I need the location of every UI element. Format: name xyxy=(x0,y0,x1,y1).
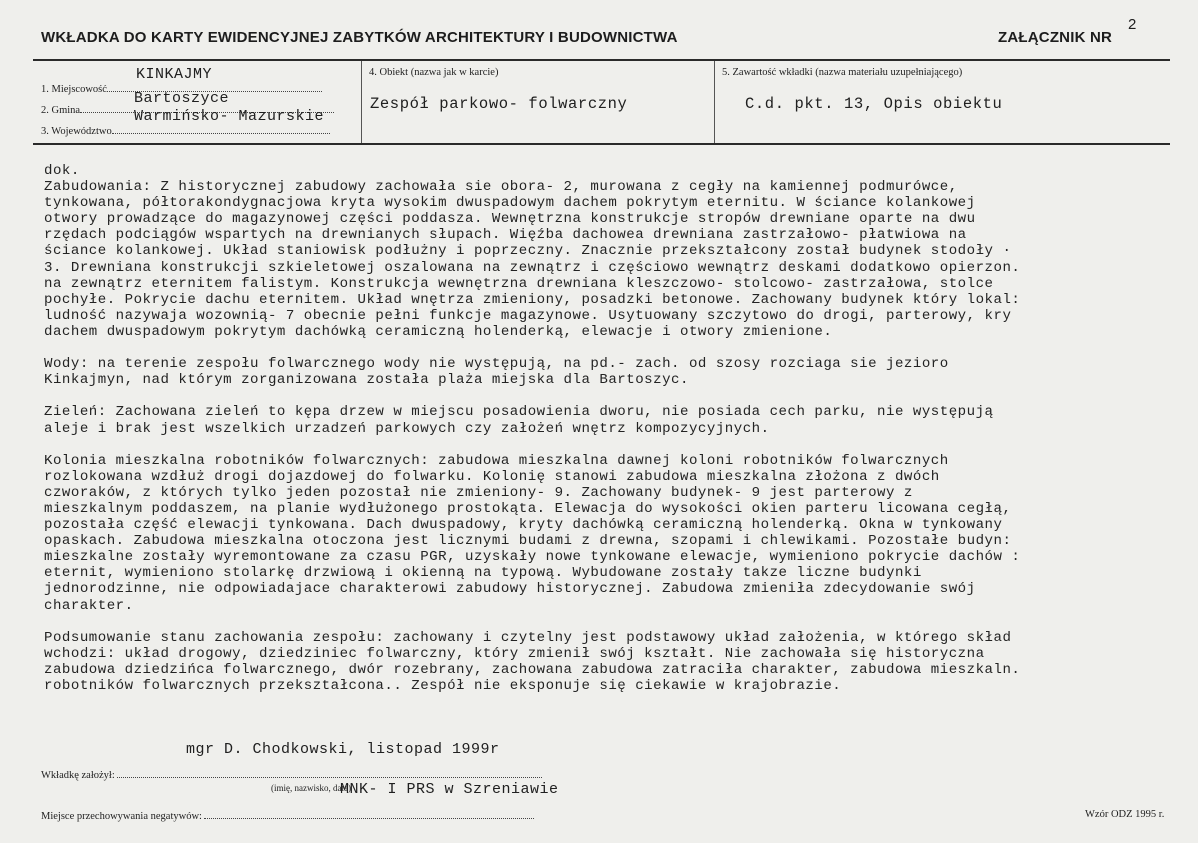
wojewodztwo-value: Warmińsko- Mazurskie xyxy=(134,108,325,125)
attachment-number: 2 xyxy=(1128,16,1137,33)
description-body xyxy=(44,163,1170,741)
negatywy-label: Miejsce przechowywania negatywów: xyxy=(41,811,202,822)
column-divider-1 xyxy=(361,61,362,143)
wojewodztwo-row xyxy=(41,124,330,137)
dotted-line xyxy=(204,809,534,819)
dotted-line xyxy=(112,124,330,134)
gmina-label: 2. Gmina xyxy=(41,105,81,116)
form-model-label: Wzór ODZ 1995 r. xyxy=(1085,809,1165,820)
form-title: WKŁADKA DO KARTY EWIDENCYJNEJ ZABYTKÓW ARCHITEKTURY I BUDOWNICTWA xyxy=(41,29,678,46)
attachment-label: ZAŁĄCZNIK NR xyxy=(998,29,1113,46)
obiekt-value: Zespół parkowo- folwarczny xyxy=(370,95,628,113)
paragraph-zielen: Zieleń: Zachowana zieleń to kępa drzew w miejscu posadowienia dworu, nie posiada cech parku, nie występują aleje i brak jest wszelkich urzadzeń parkowych czy założeń wnętrz kompozycyjnych. xyxy=(44,404,994,437)
miejscowosc-value: KINKAJMY xyxy=(136,66,213,83)
paragraph-podsumowanie: Podsumowanie stanu zachowania zespołu: zachowany i czytelny jest podstawowy układ założenia, w którego skład wchodzi: układ drogowy, dziedziniec folwarczny, który zmienił swój kształt. Nie zachowała się historyczna zabudowa dziedzińca folwarcznego, dwór rozebrany, zachowana zabudowa zatraciła charakter, zabudowa mieszkaln. robotników folwarcznych przekształcona.. Zespół nie eksponuje się ciekawie w krajobrazie. xyxy=(44,629,1021,694)
wkladke-label: Wkładkę założył: xyxy=(41,770,115,781)
wojewodztwo-label: 3. Województwo xyxy=(41,126,112,137)
paragraph-zabudowania: dok. Zabudowania: Z historycznej zabudowy zachowała sie obora- 2, murowana z cegły na kamiennej podmurówce, tynkowana, półtorakondygnacjowa kryta wysokim dwuspadowym dachem pokrytym eternitu. W ściance kolankowej otwory prowadzące do magazynowej części poddasza. Wewnętrzna konstrukcje stropów drewniane oparte na dwu rzędach podciągów wspartych na drewnianych słupach. Więźba dachowea drewniana zastrzałowo- płatwiowa na ściance kolankowej. Układ staniowisk podłużny i poprzeczny. Znacznie przekształcony został budynek stodoły · 3. Drewniana konstrukcji szkieletowej oszalowana na zewnątrz i częściowo wewnątrz deskami dodatkowo opierzon. na zewnątrz eternitem falistym. Konstrukcja wewnętrzna drewniana kleszczowo- stolcowo- zastrzałowa, stolce pochyłe. Pokrycie dachu eternitem. Układ wnętrza zmieniony, posadzki betonowe. Zachowany budynek który lokal: ludność nazywaja wozownią- 7 obecnie pełni funkcje magazynowe. Usytuowany szczytowo do drogi, parterowy, kry dachem dwuspadowym pokrytym dachówką ceramiczną holenderką, elewacje i otwory zmienione. xyxy=(44,163,1021,340)
zawartosc-value: C.d. pkt. 13, Opis obiektu xyxy=(745,95,1003,113)
gmina-value: Bartoszyce xyxy=(134,90,230,107)
author-signature: mgr D. Chodkowski, listopad 1999r xyxy=(186,741,500,758)
column-divider-2 xyxy=(714,61,715,143)
negatywy-row xyxy=(41,809,534,822)
top-rule xyxy=(33,59,1170,61)
miejscowosc-label: 1. Miejscowość xyxy=(41,84,107,95)
obiekt-label: 4. Obiekt (nazwa jak w karcie) xyxy=(369,67,499,78)
paragraph-kolonia: Kolonia mieszkalna robotników folwarcznych: zabudowa mieszkalna dawnej koloni robotników folwarcznych rozlokowana wzdłuż drogi dojazdowej do folwarku. Kolonię stanowi zabudowa mieszkalna złożona z dwóch czworaków, z których tylko jeden pozostał nie zmieniony- 9. Zachowany budynek- 9 jest parterowy z mieszkalnym poddaszem, na planie wydłużonego prostokąta. Elewacja do wysokości okien parteru licowana cegłą, pozostała część elewacji tynkowana. Dach dwuspadowy, kryty dachówką ceramiczną holenderką. Okna w tynkowany opaskach. Zabudowa mieszkalna otoczona jest licznymi budami z drewna, szopami i chlewikami. Pozostałe budyn: mieszkalne zostały wyremontowane za czasu PGR, uzyskały nowe tynkowane elewacje, wymieniono pokrycie dachów : eternit, wymieniono stolarkę drzwiową i okienną na typową. Wybudowane zostały takze liczne budynki jednorodzinne, nie odpowiadajace charakterowi zabudowy historycznej. Zabudowa zmieniła zdecydowanie swój charakter. xyxy=(44,452,1021,614)
wkladke-value: MNK- I PRS w Szreniawie xyxy=(340,781,559,798)
wkladke-row xyxy=(41,768,542,781)
zawartosc-label: 5. Zawartość wkładki (nazwa materiału uzupełniającego) xyxy=(722,67,963,78)
dotted-line xyxy=(117,768,542,778)
header-bottom-rule xyxy=(33,143,1170,145)
paragraph-wody: Wody: na terenie zespołu folwarcznego wody nie występują, na pd.- zach. od szosy rozciaga sie jezioro Kinkajmyn, nad którym zorganizowana została plaża miejska dla Bartoszyc. xyxy=(44,356,949,389)
name-note: (imię, nazwisko, data) xyxy=(271,783,351,793)
